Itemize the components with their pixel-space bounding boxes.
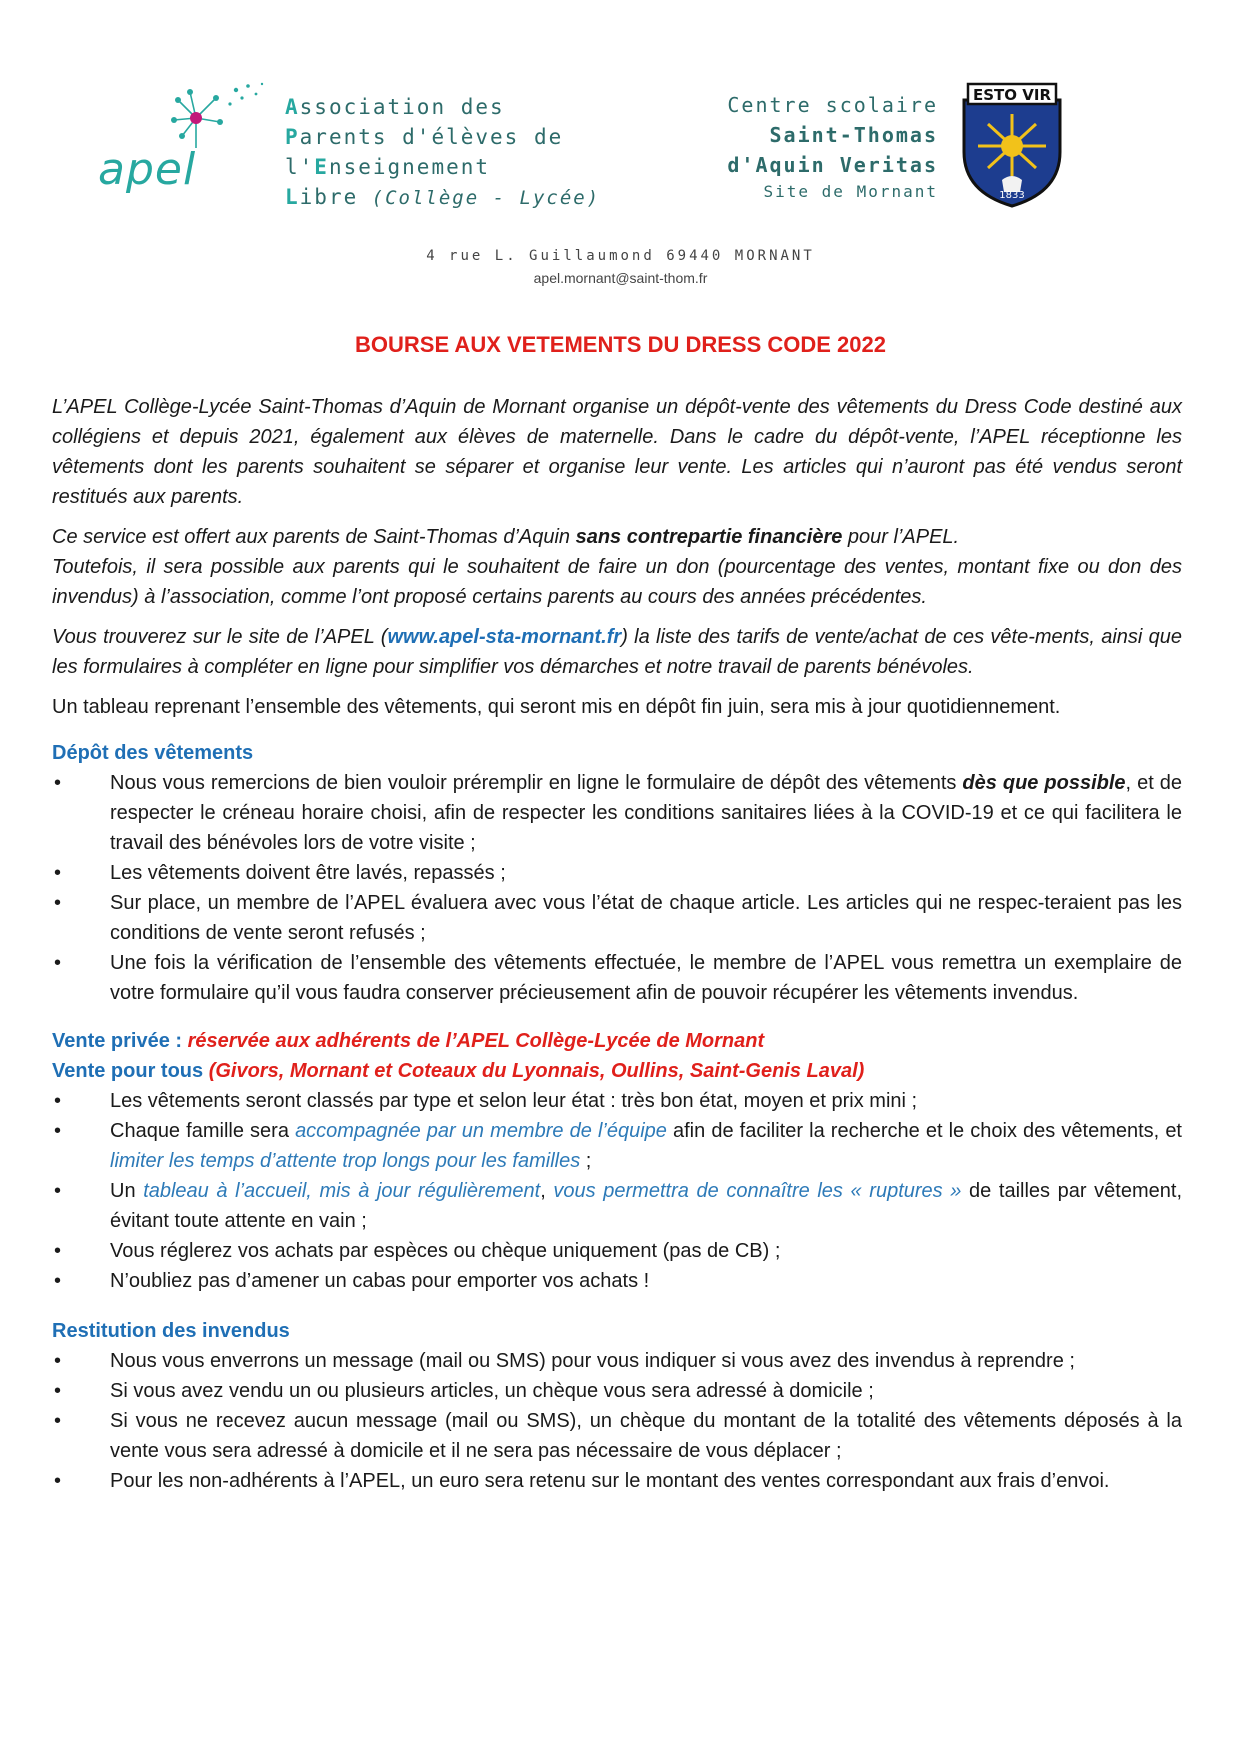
website-link[interactable]: www.apel-sta-mornant.fr bbox=[387, 626, 622, 648]
list-item: • Un tableau à l’accueil, mis à jour régulièrement, vous permettra de connaître les « ruptures » de tailles par vêtement, évitant toute attente en vain ; bbox=[54, 1180, 1182, 1232]
intro-paragraph-2: Ce service est offert aux parents de Saint-Thomas d’Aquin sans contrepartie financière pour l’APEL. Toutefois, il sera possible aux parents qui le souhaitent de faire un don (pourcentage des ventes, montant fixe ou don des invendus) à l’association, comme l’ont proposé certains parents au cours des années précédentes. bbox=[52, 526, 1182, 608]
list-item: • Si vous avez vendu un ou plusieurs articles, un chèque vous sera adressé à domicile ; bbox=[54, 1380, 874, 1402]
association-line-3: l'Enseignement bbox=[285, 155, 491, 179]
association-name bbox=[285, 92, 600, 213]
school-name bbox=[700, 90, 938, 204]
list-item: • Chaque famille sera accompagnée par un membre de l’équipe afin de faciliter la recherche et le choix des vêtements, et limiter les temps d’attente trop longs pour les familles ; bbox=[54, 1120, 1182, 1172]
list-item: • Vous réglerez vos achats par espèces ou chèque uniquement (pas de CB) ; bbox=[54, 1240, 781, 1262]
document-body bbox=[52, 392, 1182, 1496]
section-heading-restitution: Restitution des invendus bbox=[52, 1320, 290, 1342]
section-heading-vente-privee: Vente privée : réservée aux adhérents de l’APEL Collège-Lycée de Mornant bbox=[52, 1030, 765, 1052]
list-item: • Si vous ne recevez aucun message (mail ou SMS), un chèque du montant de la totalité des vêtements déposés à la vente vous sera adressé à domicile et il ne sera pas nécessaire de vous déplacer ; bbox=[54, 1410, 1182, 1462]
apel-wordmark: apel bbox=[98, 144, 197, 195]
school-line-1: Centre scolaire bbox=[727, 93, 938, 117]
school-crest bbox=[958, 80, 1066, 210]
page-title: BOURSE AUX VETEMENTS DU DRESS CODE 2022 bbox=[355, 332, 886, 357]
association-line-1: Association des bbox=[285, 95, 505, 119]
association-line-4: Libre (Collège - Lycée) bbox=[285, 185, 601, 209]
intro-paragraph-3: Vous trouverez sur le site de l’APEL (www.apel-sta-mornant.fr) la liste des tarifs de vente/achat de ces vête-ments, ainsi que les formulaires à compléter en ligne pour simplifier vos démarches et notre travail de parents bénévoles. bbox=[52, 626, 1183, 678]
restitution-list bbox=[52, 1346, 1182, 1496]
intro-paragraph-1: L’APEL Collège-Lycée Saint-Thomas d’Aquin de Mornant organise un dépôt-vente des vêtements du Dress Code destiné aux collégiens et depuis 2021, également aux élèves de maternelle. Dans le cadre du dépôt-vente, l’APEL réceptionne les vêtements dont les parents souhaitent se séparer et organise leur vente. Les articles qui n’auront pas été vendus seront restitués aux parents. bbox=[52, 396, 1182, 508]
list-item: • Les vêtements doivent être lavés, repassés ; bbox=[54, 862, 506, 884]
intro-paragraph-4: Un tableau reprenant l’ensemble des vêtements, qui seront mis en dépôt fin juin, sera mis à jour quotidiennement. bbox=[52, 696, 1061, 718]
school-line-3: d'Aquin Veritas bbox=[727, 153, 938, 177]
section-heading-vente-tous: Vente pour tous (Givors, Mornant et Coteaux du Lyonnais, Oullins, Saint-Genis Laval) bbox=[52, 1060, 865, 1082]
list-item: • Une fois la vérification de l’ensemble des vêtements effectuée, le membre de l’APEL vous remettra un exemplaire de votre formulaire qu’il vous faudra conserver précieusement afin de pouvoir récupérer les vêtements invendus. bbox=[54, 952, 1182, 1004]
list-item: • N’oubliez pas d’amener un cabas pour emporter vos achats ! bbox=[54, 1270, 650, 1292]
depot-list bbox=[52, 768, 1182, 1008]
email-address[interactable]: apel.mornant@saint-thom.fr bbox=[533, 270, 708, 286]
vente-list bbox=[52, 1086, 1182, 1296]
crest-shield-icon bbox=[958, 80, 1066, 210]
apel-logo bbox=[96, 78, 286, 208]
school-line-2: Saint-Thomas bbox=[769, 123, 938, 147]
svg-text:1833: 1833 bbox=[999, 190, 1025, 201]
address: 4 rue L. Guillaumond 69440 MORNANT bbox=[426, 248, 815, 264]
list-item: • Nous vous enverrons un message (mail ou SMS) pour vous indiquer si vous avez des invendus à reprendre ; bbox=[54, 1350, 1075, 1372]
school-line-4: Site de Mornant bbox=[763, 182, 938, 201]
section-heading-depot: Dépôt des vêtements bbox=[52, 742, 254, 764]
list-item: • Les vêtements seront classés par type et selon leur état : très bon état, moyen et prix mini ; bbox=[54, 1090, 918, 1112]
association-line-2: Parents d'élèves de bbox=[285, 125, 564, 149]
list-item: • Sur place, un membre de l’APEL évaluera avec vous l’état de chaque article. Les articles qui ne respec-teraient pas les conditions de vente seront refusés ; bbox=[54, 892, 1182, 944]
svg-text:ESTO VIR: ESTO VIR bbox=[973, 86, 1051, 104]
list-item: • Nous vous remercions de bien vouloir préremplir en ligne le formulaire de dépôt des vêtements dès que possible, et de respecter le créneau horaire choisi, afin de respecter les conditions sanitaires liées à la COVID-19 et ce qui facilitera le travail des bénévoles lors de votre visite ; bbox=[54, 772, 1182, 854]
list-item: • Pour les non-adhérents à l’APEL, un euro sera retenu sur le montant des ventes correspondant aux frais d’envoi. bbox=[54, 1470, 1110, 1492]
